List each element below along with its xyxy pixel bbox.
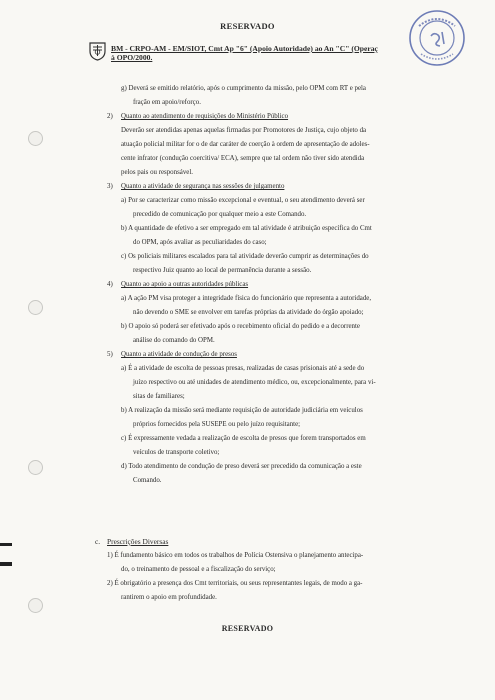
section-c1-line: do, o treinamento de pessoal e a fiscalização do serviço; [121,566,276,573]
section-c-letter: c. [95,537,101,546]
police-seal-stamp [407,8,467,68]
punch-hole [28,598,43,613]
punch-hole [28,460,43,475]
section-c-title: Prescrições Diversas [107,537,169,546]
section-4b-line: b) O apoio só poderá ser efetivado após o recebimento oficial do pedido e a decorrente [121,323,360,330]
section-3c-line: c) Os policiais militares escalados para tal atividade deverão cumprir as determinações do [121,253,369,260]
section-c1-line: 1) É fundamento básico em todos os trabalhos de Polícia Ostensiva o planejamento antecipa- [107,552,364,559]
section-2-title: Quanto ao atendimento de requisições do Ministério Público [121,113,289,120]
section-4a-line: a) A ação PM visa proteger a integridade física do funcionário que representa a autoridade, [121,295,372,302]
section-5a-line: sitas de familiares; [133,393,185,400]
brigade-crest-icon [89,41,106,61]
section-4-title: Quanto ao apoio a outras autoridades públicas [121,281,249,288]
section-5-number: 5) [107,351,113,358]
section-2-line: atuação policial militar for o de dar caráter de coerção à ordem de apresentação de adoles- [121,141,370,148]
section-2-line: cente infrator (condução coercitiva/ ECA), sempre que tal ordem não tiver sido atendida [121,155,365,162]
section-2-line: pelos pais ou responsável. [121,169,193,176]
edge-mark [0,562,12,566]
section-5b-line: b) A realização da missão será mediante requisição de autoridade judiciária em veículos [121,407,363,414]
section-4a-line: não devendo o SME se envolver em tarefas próprias da atividade do órgão apoiado; [133,309,364,316]
section-3a-line: precedido de comunicação por qualquer meio a este Comando. [133,211,307,218]
edge-mark [0,543,12,546]
section-4-number: 4) [107,281,113,288]
section-4b-line: análise do comando do OPM. [133,337,215,344]
classification-header: RESERVADO [220,21,275,31]
section-5d-line: d) Todo atendimento de condução de preso deverá ser precedido da comunicação a este [121,463,362,470]
section-5a-line: juízo respectivo ou até unidades de atendimento médico, ou, excepcionalmente, para vi- [133,379,376,386]
punch-hole [28,131,43,146]
section-2-number: 2) [107,113,113,120]
section-3b-line: b) A quantidade de efetivo a ser empregado em tal atividade é atribuição específica do Cmt [121,225,372,232]
section-5c-line: c) É expressamente vedada a realização de escolta de presos que forem transportados em [121,435,366,442]
section-3c-line: respectivo Juiz quanto ao local de permanência durante a sessão. [133,267,312,274]
header-line-1: BM - CRPO-AM - EM/SIOT, Cmt Ap "6" (Apoio Autoridade) ao An "C" (Operaç [111,44,378,53]
section-5a-line: a) É a atividade de escolta de pessoas presas, realizadas de casas prisionais até a sede do [121,365,365,372]
section-5-title: Quanto a atividade de condução de presos [121,351,237,358]
section-5b-line: próprios fornecidos pela SUSEPE ou pelo juízo requisitante; [133,421,301,428]
header-line-2: à OPO/2000. [111,53,153,62]
item-g-line-1: g) Deverá se emitido relatório, após o cumprimento da missão, pelo OPM com RT e pela [121,85,366,92]
section-c2-line: 2) É obrigatório a presença dos Cmt territoriais, ou seus representantes legais, de modo a ga- [107,580,363,587]
classification-footer: RESERVADO [221,624,274,633]
item-g-line-2: fração em apoio/reforço. [133,99,201,106]
section-2-line: Deverão ser atendidas apenas aquelas firmadas por Promotores de Justiça, cujo objeto da [121,127,367,134]
section-3-title: Quanto a atividade de segurança nas sessões de julgamento [121,183,285,190]
section-5d-line: Comando. [133,477,162,484]
punch-hole [28,300,43,315]
section-5c-line: veículos de transporte coletivo; [133,449,220,456]
section-3a-line: a) Por se caracterizar como missão excepcional e eventual, o seu atendimento deverá ser [121,197,365,204]
section-3b-line: do OPM, após avaliar as peculiaridades do caso; [133,239,267,246]
section-c2-line: rantirem o apoio em profundidade. [121,594,217,601]
section-3-number: 3) [107,183,113,190]
